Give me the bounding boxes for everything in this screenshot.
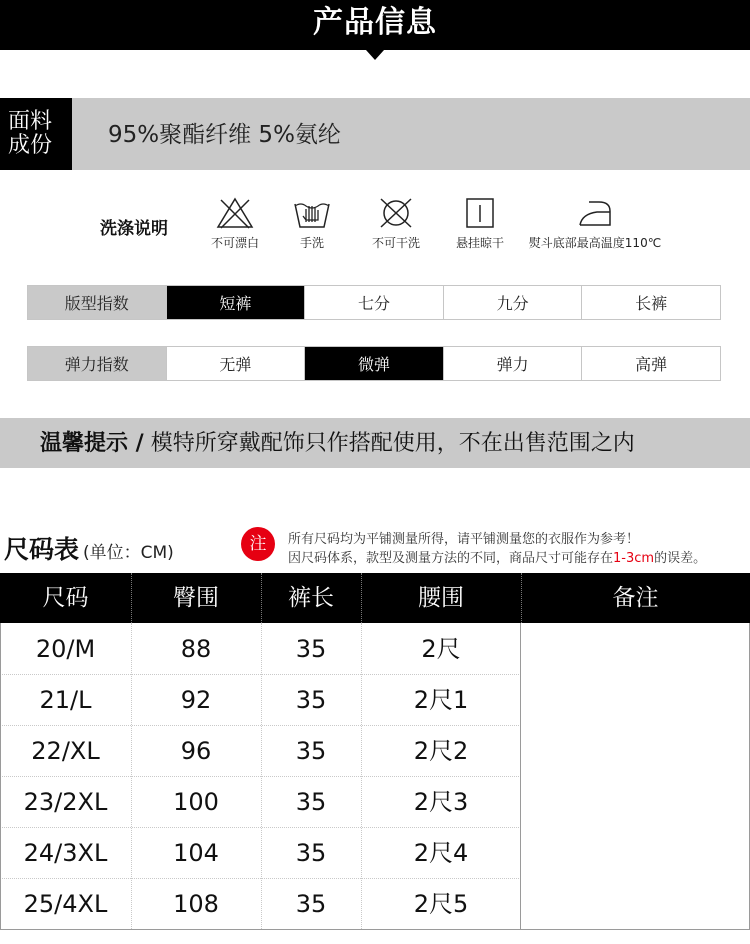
page-title: 产品信息 <box>313 5 437 40</box>
tip <box>40 418 635 468</box>
table-cell: 108 <box>173 890 219 918</box>
header-divider <box>521 573 522 623</box>
table-cell: 2尺4 <box>413 839 469 867</box>
col-header-notes: 备注 <box>612 585 659 611</box>
wash-item-no-bleach <box>204 196 266 251</box>
tip-label: 温馨提示 / <box>40 431 144 456</box>
col-header-waist: 腰围 <box>418 585 464 611</box>
header-divider <box>261 573 262 623</box>
tip-text: 模特所穿戴配饰只作搭配使用，不在出售范围之内 <box>150 431 635 456</box>
header-divider <box>131 573 132 623</box>
wash-label: 不可干洗 <box>371 236 420 250</box>
fabric-tag-line2: 成份 <box>8 133 53 158</box>
wash-label: 熨斗底部最高温度110℃ <box>528 236 662 250</box>
column-divider <box>361 623 362 929</box>
header-notch <box>366 50 384 60</box>
header-divider <box>361 573 362 623</box>
no-bleach-icon <box>215 196 255 230</box>
fabric-tag-line1: 面料 <box>8 109 53 134</box>
table-cell: 35 <box>295 686 327 714</box>
stretch-option-none: 无弹 <box>166 347 305 380</box>
wash-item-iron <box>520 196 670 251</box>
stretch-option-stretch: 弹力 <box>443 347 582 380</box>
table-cell: 35 <box>295 839 327 867</box>
table-cell: 22/XL <box>31 737 100 765</box>
table-cell: 2尺 <box>421 635 461 663</box>
fit-index-title: 版型指数 <box>28 286 166 319</box>
line-dry-icon <box>460 196 500 230</box>
column-divider <box>131 623 132 929</box>
table-cell: 104 <box>173 839 219 867</box>
table-border <box>0 623 1 929</box>
wash-label: 悬挂晾干 <box>455 236 504 250</box>
col-header-length: 裤长 <box>288 585 334 611</box>
note-badge: 注 <box>241 527 275 561</box>
stretch-index-table <box>27 346 721 381</box>
table-border <box>520 623 521 929</box>
fit-option-full: 长裤 <box>581 286 720 319</box>
table-cell: 24/3XL <box>23 839 108 867</box>
table-cell: 35 <box>295 788 327 816</box>
note-line-1: 所有尺码均为平铺测量所得，请平铺测量您的衣服作为参考！ <box>288 532 640 547</box>
table-cell: 88 <box>180 635 212 663</box>
wash-label: 手洗 <box>299 236 324 250</box>
col-header-size: 尺码 <box>42 585 89 611</box>
size-chart-title: 尺码表 <box>4 535 80 564</box>
fabric-composition: 95%聚酯纤维 5%氨纶 <box>108 122 341 148</box>
note-line-2-pre: 因尺码体系，款型及测量方法的不同，商品尺寸可能存在 <box>288 551 614 566</box>
stretch-index-title: 弹力指数 <box>28 347 166 380</box>
note-line-2-red: 1-3cm <box>613 551 655 566</box>
table-cell: 21/L <box>39 686 92 714</box>
stretch-option-high: 高弹 <box>581 347 720 380</box>
wash-item-hand-wash <box>286 196 338 251</box>
table-cell: 35 <box>295 635 327 663</box>
hand-wash-icon <box>292 196 332 230</box>
table-cell: 20/M <box>35 635 96 663</box>
fit-option-short: 短裤 <box>166 286 305 319</box>
table-cell: 23/2XL <box>23 788 108 816</box>
fit-index-table <box>27 285 721 320</box>
iron-icon <box>575 196 615 230</box>
note-line-2-post: 的误差。 <box>654 551 707 566</box>
column-divider <box>261 623 262 929</box>
fabric-tag <box>0 98 72 170</box>
size-chart-title-block <box>4 530 174 566</box>
fit-option-ankle: 九分 <box>443 286 582 319</box>
no-dry-clean-icon <box>376 196 416 230</box>
col-header-hip: 臀围 <box>173 585 219 611</box>
wash-item-no-dry-clean <box>364 196 428 251</box>
wash-item-line-dry <box>450 196 510 251</box>
stretch-option-slight: 微弹 <box>304 347 443 380</box>
washing-title: 洗涤说明 <box>100 219 168 239</box>
size-chart-unit: (单位：CM) <box>83 543 174 563</box>
table-cell: 25/4XL <box>23 890 108 918</box>
table-cell: 2尺2 <box>413 737 469 765</box>
note-line-2 <box>288 547 706 566</box>
table-cell: 96 <box>180 737 212 765</box>
table-cell: 92 <box>180 686 212 714</box>
fit-option-cropped: 七分 <box>304 286 443 319</box>
table-cell: 2尺3 <box>413 788 469 816</box>
table-cell: 2尺1 <box>413 686 469 714</box>
table-border <box>0 929 750 930</box>
table-cell: 35 <box>295 737 327 765</box>
table-cell: 2尺5 <box>413 890 469 918</box>
wash-label: 不可漂白 <box>210 236 259 250</box>
table-cell: 100 <box>173 788 219 816</box>
table-cell: 35 <box>295 890 327 918</box>
